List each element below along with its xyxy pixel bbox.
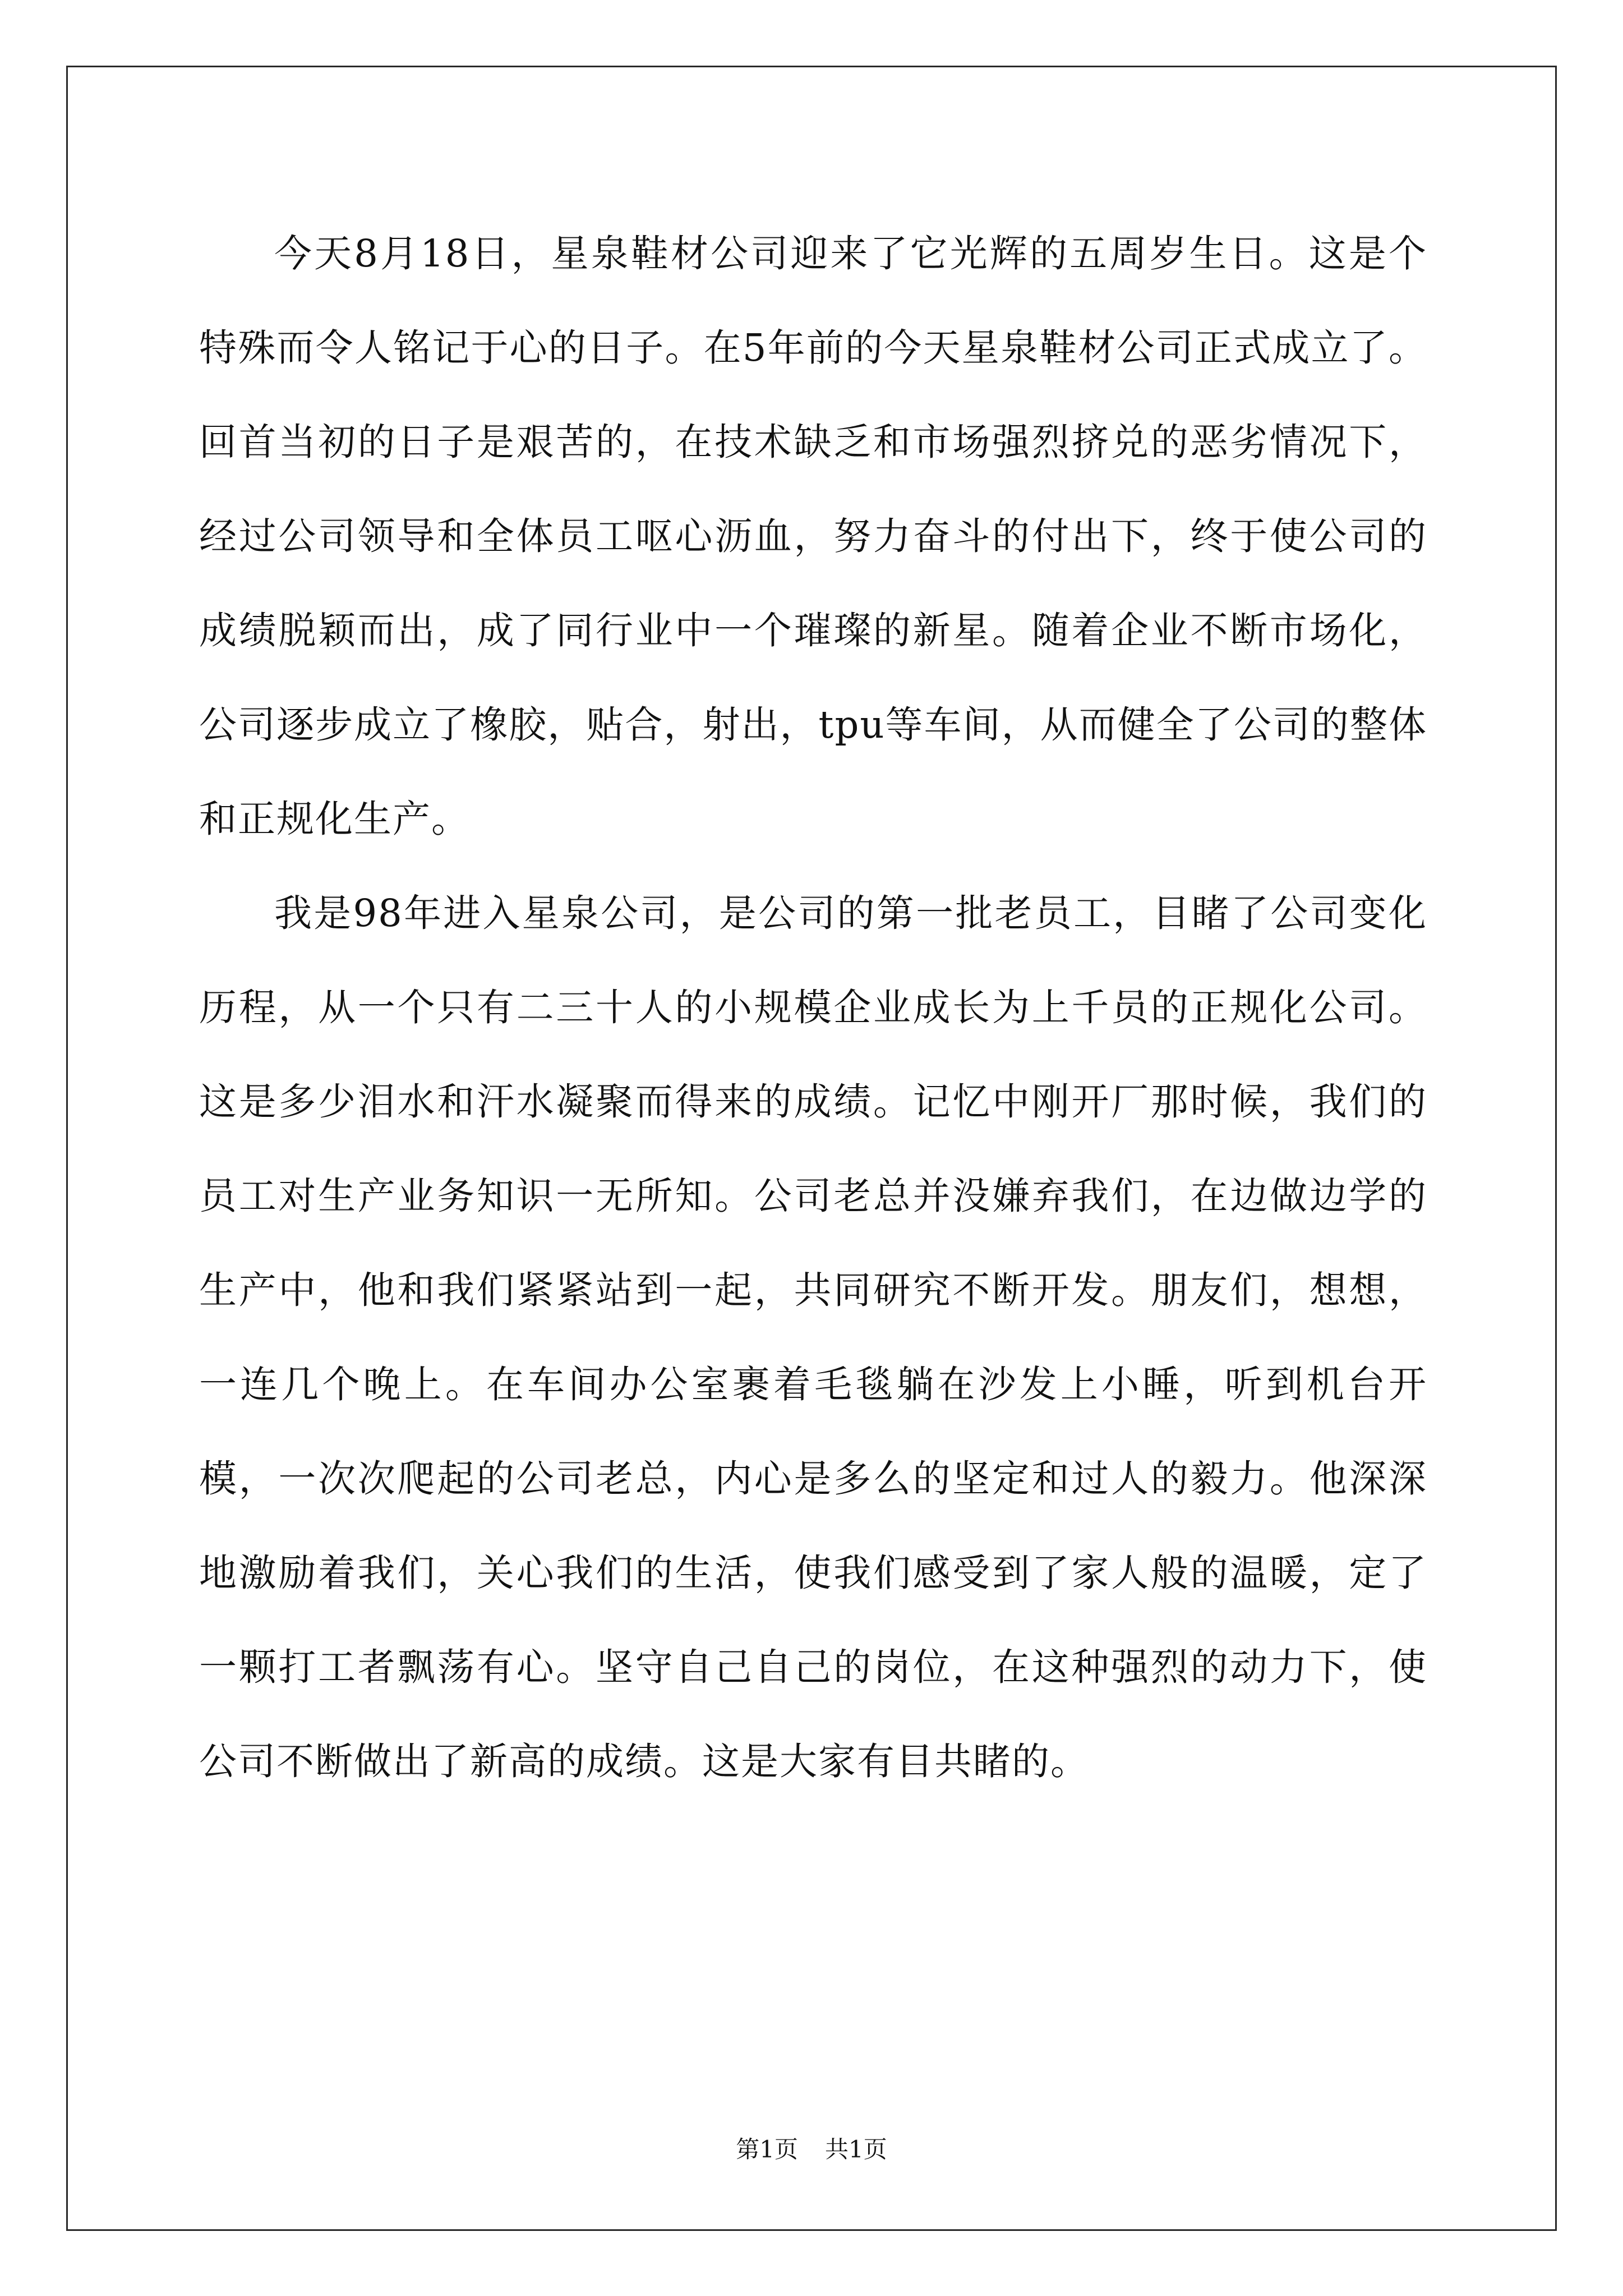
page-footer xyxy=(0,2133,1623,2166)
paragraph-1: 今天8月18日，星泉鞋材公司迎来了它光辉的五周岁生日。这是个特殊而令人铭记于心的日子。在5年前的今天星泉鞋材公司正式成立了。回首当初的日子是艰苦的，在技术缺乏和市场强烈挤兑的恶劣情况下，经过公司领导和全体员工呕心沥血，努力奋斗的付出下，终于使公司的成绩脱颖而出，成了同行业中一个璀璨的新星。随着企业不断市场化，公司逐步成立了橡胶，贴合，射出，tpu等车间，从而健全了公司的整体和正规化生产。 xyxy=(199,232,1427,841)
total-pages: 共1页 xyxy=(825,2136,887,2163)
document-body xyxy=(199,206,1427,1809)
paragraph-2: 我是98年进入星泉公司，是公司的第一批老员工，目睹了公司变化历程，从一个只有二三十人的小规模企业成长为上千员的正规化公司。这是多少泪水和汗水凝聚而得来的成绩。记忆中刚开厂那时候，我们的员工对生产业务知识一无所知。公司老总并没嫌弃我们，在边做边学的生产中，他和我们紧紧站到一起，共同研究不断开发。朋友们，想想，一连几个晚上。在车间办公室裹着毛毯躺在沙发上小睡，听到机台开模，一次次爬起的公司老总，内心是多么的坚定和过人的毅力。他深深地激励着我们，关心我们的生活，使我们感受到了家人般的温暖，定了一颗打工者飘荡有心。坚守自己自己的岗位，在这种强烈的动力下，使公司不断做出了新高的成绩。这是大家有目共睹的。 xyxy=(199,891,1427,1783)
page-number: 第1页 xyxy=(736,2136,798,2163)
